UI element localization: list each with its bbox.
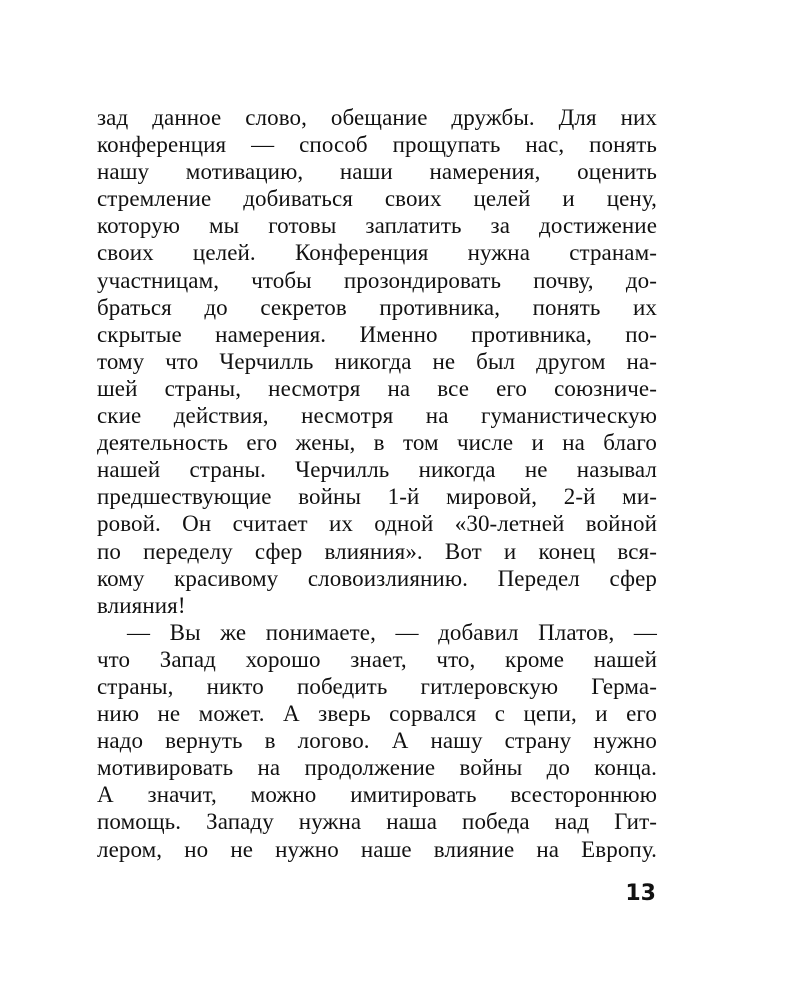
text-line: нашей страны. Черчилль никогда не называл bbox=[97, 457, 657, 483]
text-line: нашу мотивацию, наши намерения, оценить bbox=[97, 159, 657, 185]
paragraph-2 bbox=[97, 619, 657, 863]
body-text bbox=[97, 104, 657, 863]
text-line: деятельность его жены, в том числе и на благо bbox=[97, 430, 657, 456]
text-line: которую мы готовы заплатить за достижение bbox=[97, 213, 657, 239]
page-number: 13 bbox=[625, 881, 656, 906]
text-line: А значит, можно имитировать всестороннюю bbox=[97, 782, 657, 808]
text-line: мотивировать на продолжение войны до конца. bbox=[97, 755, 657, 781]
text-line: тому что Черчилль никогда не был другом на- bbox=[97, 348, 657, 374]
text-line: участницам, чтобы прозондировать почву, до- bbox=[97, 267, 657, 293]
text-line: предшествующие войны 1-й мировой, 2-й ми- bbox=[97, 484, 657, 510]
text-line: помощь. Западу нужна наша победа над Гит- bbox=[97, 809, 657, 835]
text-line: — Вы же понимаете, — добавил Платов, — bbox=[127, 619, 657, 645]
text-line: надо вернуть в логово. А нашу страну нужно bbox=[97, 728, 657, 754]
text-line: конференция — способ прощупать нас, понять bbox=[97, 132, 657, 158]
text-line: стремление добиваться своих целей и цену, bbox=[97, 186, 657, 212]
text-line: зад данное слово, обещание дружбы. Для них bbox=[97, 105, 657, 130]
text-line: ские действия, несмотря на гуманистическую bbox=[97, 403, 657, 429]
text-line: нию не может. А зверь сорвался с цепи, и его bbox=[97, 701, 657, 727]
paragraph-1 bbox=[97, 104, 657, 619]
text-line: влияния! bbox=[97, 592, 186, 618]
text-line: по переделу сфер влияния». Вот и конец вся- bbox=[97, 538, 657, 564]
text-line: кому красивому словоизлиянию. Передел сфер bbox=[97, 565, 657, 591]
text-line: своих целей. Конференция нужна странам- bbox=[97, 240, 657, 266]
text-line: скрытые намерения. Именно противника, по- bbox=[97, 321, 657, 347]
text-line: лером, но не нужно наше влияние на Европу. bbox=[97, 836, 657, 862]
text-line: шей страны, несмотря на все его союзниче- bbox=[97, 375, 657, 401]
text-line: ровой. Он считает их одной «30-летней войной bbox=[97, 511, 657, 537]
text-line: что Запад хорошо знает, что, кроме нашей bbox=[97, 646, 657, 672]
text-line: страны, никто победить гитлеровскую Герма- bbox=[97, 673, 657, 699]
text-line: браться до секретов противника, понять их bbox=[97, 294, 657, 320]
